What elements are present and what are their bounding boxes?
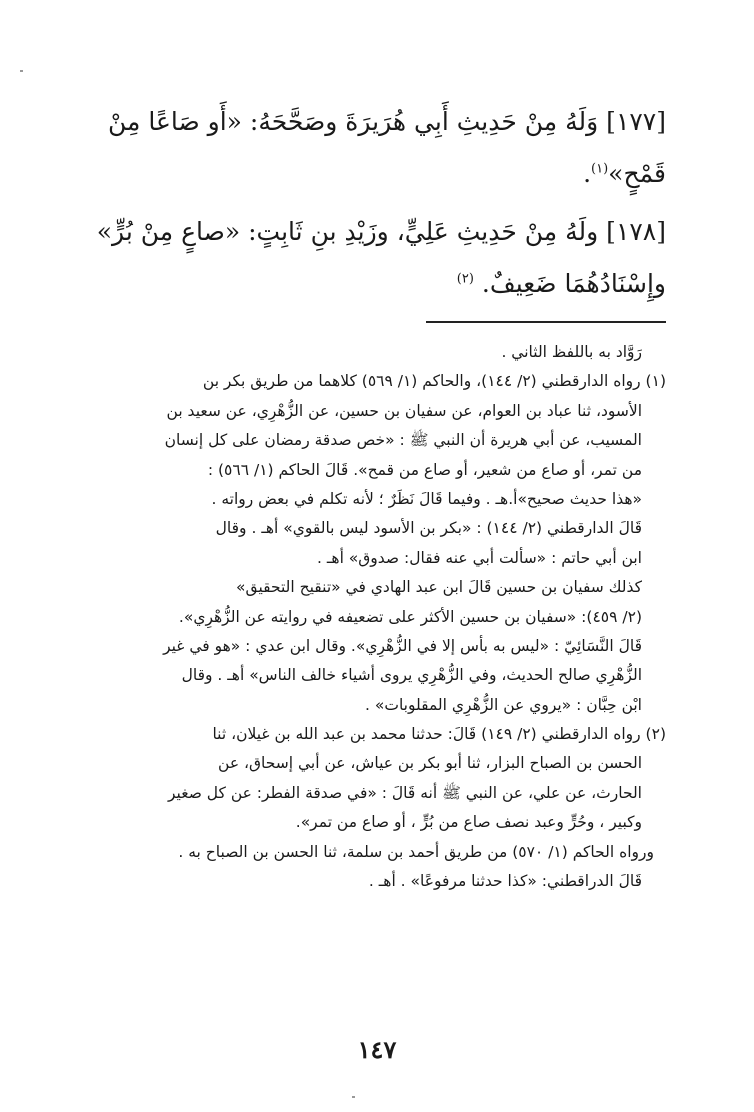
paragraph-177-line-2 — [88, 148, 666, 200]
page-number: ١٤٧ — [357, 1035, 397, 1064]
footnote-line: قَالَ الدراقطني: «كذا حدثنا مرفوعًا» . أهـ . — [368, 872, 642, 891]
footnote-line: الحسن بن الصباح البزار، ثنا أبو بكر بن عياش، عن أبي إسحاق، عن — [218, 754, 642, 773]
footnote-line: رَوَّاد به باللفظ الثاني . — [501, 343, 642, 361]
footnotes — [86, 338, 666, 896]
footnote-line: (٢) رواه الدارقطني (٢/ ١٤٩) قَالَ: حدثنا محمد بن عبد الله بن غيلان، ثنا — [212, 725, 666, 744]
footnote-separator — [426, 321, 666, 323]
scan-speck — [20, 70, 23, 72]
footnote-line: الأسود، ثنا عباد بن العوام، عن سفيان بن حسين، عن الزُّهْرِي، عن سعيد بن — [166, 401, 642, 420]
scan-speck — [352, 1096, 355, 1098]
footnote-line: الحارث، عن علي، عن النبي ﷺ أنه قَالَ : «في صدقة الفطر: عن كل صغير — [167, 783, 642, 802]
footnote-line: قَالَ النَّسَائِيّ : «ليس به بأس إلا في الزُّهْرِي». وقال ابن عدي : «هو في غير — [163, 636, 642, 655]
footnote-line: ورواه الحاكم (١/ ٥٧٠) من طريق أحمد بن سلمة، ثنا الحسن بن الصباح به . — [178, 842, 654, 861]
paragraph-177-period: . — [583, 159, 592, 188]
paragraph-178-text-end: وإِسْنَادُهُمَا ضَعِيفٌ. — [481, 269, 666, 298]
footnote-line: الزُّهْرِي صالح الحديث، وفي الزُّهْرِي يروى أشياء خالف الناس» أهـ . وقال — [181, 666, 642, 685]
footnote-line: كذلك سفيان بن حسين قَالَ ابن عبد الهادي في «تنقيح التحقيق» — [236, 578, 642, 597]
paragraph-177-text-end: قَمْحٍ» — [608, 159, 666, 188]
footnote-line: «هذا حديث صحيح»أ.هـ . وفيما قَالَ نَظَرٌ ؛ لأنه تكلم في بعض رواته . — [211, 489, 642, 508]
footnote-ref-2: (٢) — [456, 271, 474, 287]
footnote-line: المسيب، عن أبي هريرة أن النبي ﷺ : «خص صدقة رمضان على كل إنسان — [164, 431, 642, 450]
footnote-line: قَالَ الدارقطني (٢/ ١٤٤) : «بكر بن الأسود ليس بالقوي» أهـ . وقال — [215, 519, 642, 538]
footnote-line: (٢/ ٤٥٩): «سفيان بن حسين الأكثر على تضعيفه في روايته عن الزُّهْرِي». — [178, 607, 642, 626]
paragraph-177-line-1: [١٧٧] وَلَهُ مِنْ حَدِيثِ أَبِي هُرَيرَةَ وصَحَّحَهُ: «أَو صَاعًا مِنْ — [107, 107, 666, 136]
paragraph-178-line-1: [١٧٨] ولَهُ مِنْ حَدِيثِ عَلِيٍّ، وزَيْدِ بنِ ثَابِتٍ: «صاعٍ مِنْ بُرٍّ» — [96, 217, 666, 246]
footnote-line: ابن أبي حاتم : «سألت أبي عنه فقال: صدوق» أهـ . — [317, 548, 642, 567]
footnote-line: وكبير ، وحُرٍّ وعبد نصف صاع من بُرٍّ ، أو صاع من تمر». — [295, 813, 642, 832]
main-text — [88, 96, 666, 200]
footnote-line: من تمر، أو صاع من شعير، أو صاع من قمح». قَالَ الحاكم (١/ ٥٦٦) : — [207, 460, 642, 479]
paragraph-178-line-2 — [88, 258, 666, 310]
main-text-178 — [88, 206, 666, 310]
footnote-line: (١) رواه الدارقطني (٢/ ١٤٤)، والحاكم (١/ ٥٦٩) كلاهما من طريق بكر بن — [202, 372, 666, 391]
footnote-line: ابْن حِبَّان : «يروي عن الزُّهْرِي المقلوبات» . — [365, 695, 642, 714]
footnote-ref-1: (١) — [591, 161, 609, 177]
